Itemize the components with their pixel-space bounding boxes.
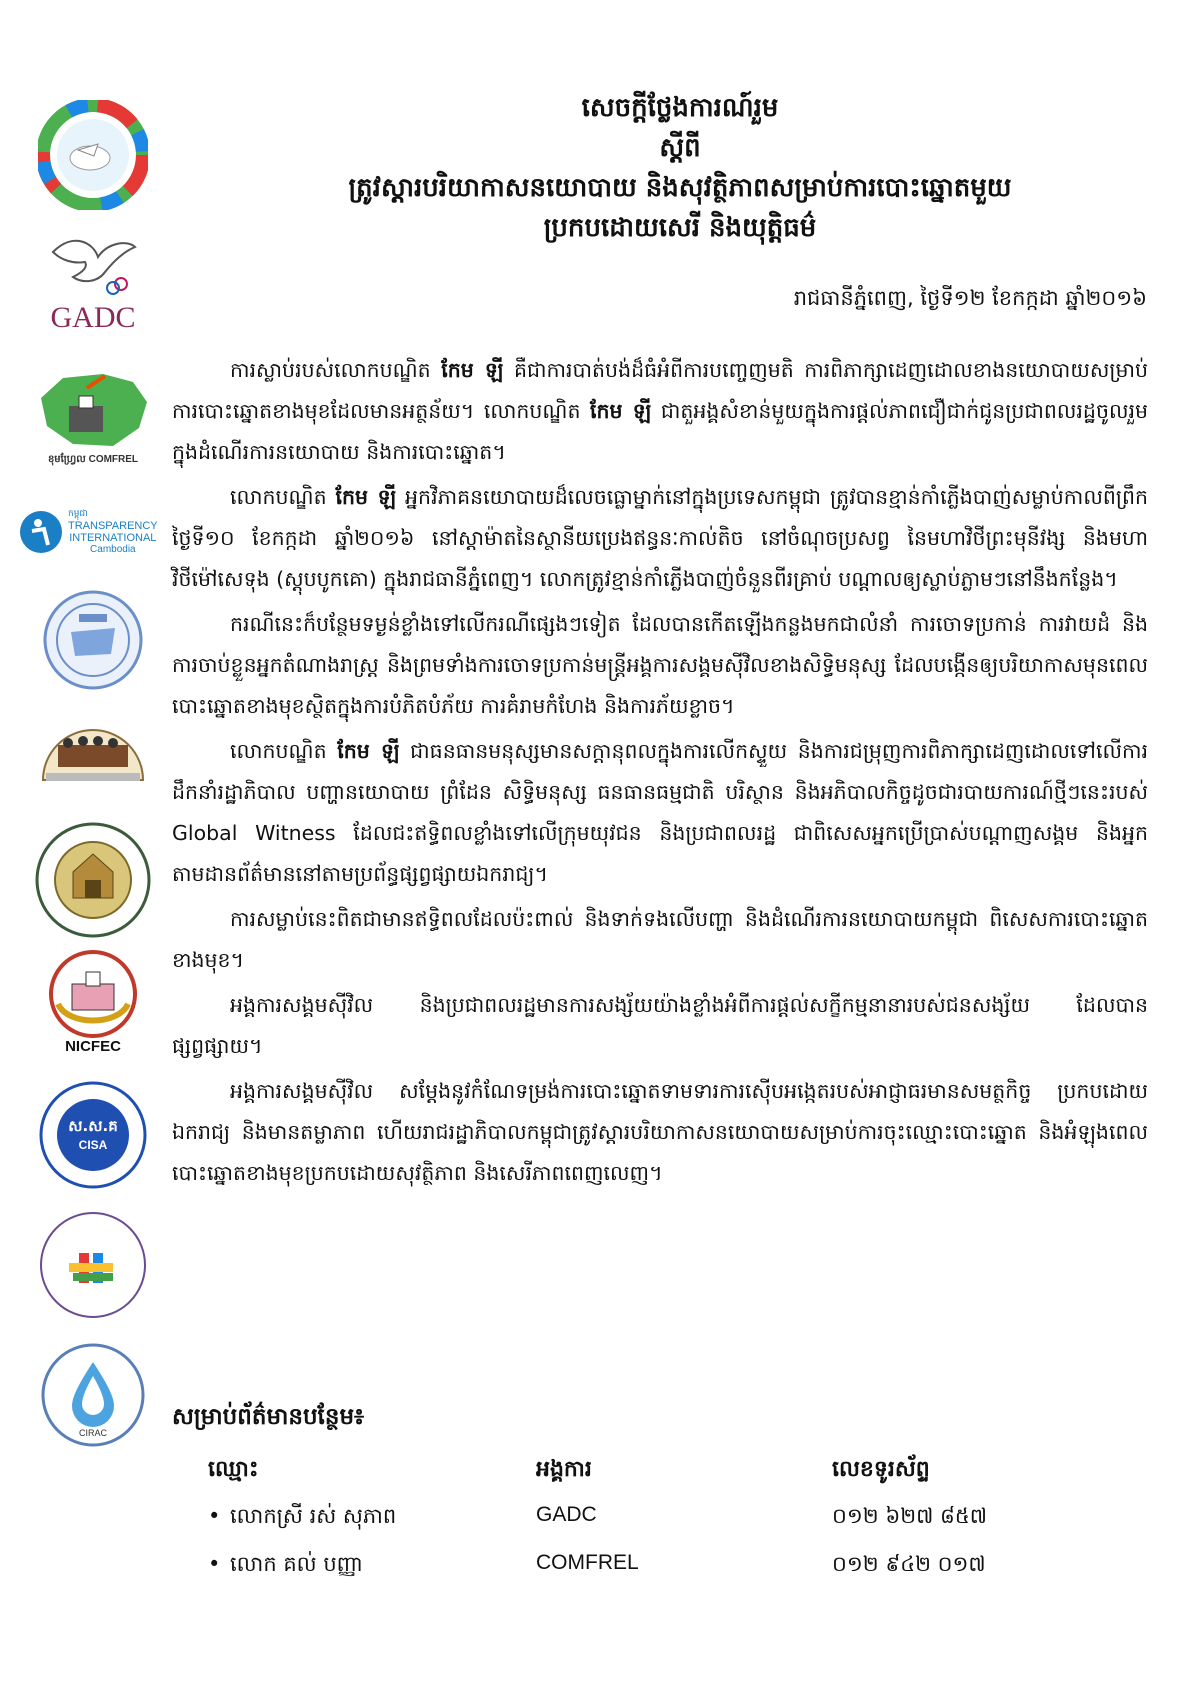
comfrel-label: ខុមហ្វ្រែល COMFREL (47, 453, 139, 465)
p4-text-c: ជាធនធានមនុស្សមានសក្តានុពលក្នុងការលើកស្ទួយ និងការជម្រុញការពិភាក្សាដេញដោលទៅលើការដឹកនាំរដ្ឋាភិបាល បញ្ហានយោបាយ ព្រំដែន សិទ្ធិមនុស្ស ធនធានធម្មជាតិ បរិស្ថាន និងអភិបាលកិច្ចដូចជារបាយការណ៍ថ្មីៗនេះរបស់ Global Witness ដែលជះឥទ្ធិពលខ្លាំងទៅលើក្រុមយុវជន និងប្រជាពលរដ្ឋ ជាពិសេសអ្នកប្រើប្រាស់បណ្តាញសង្គម និងអ្នកតាមដានព័ត៌មាននៅតាមប្រព័ន្ធផ្សព្វផ្សាយឯករាជ្យ។ (172, 739, 1148, 886)
khmer-youth-association-logo (18, 815, 168, 945)
p1-text-c: គឺជាការបាត់បង់ដ៏ធំអំពីការបញ្ចេញមតិ ការពិភាក្សាដេញដោលខាងនយោបាយសម្រាប់ការបោះឆ្នោតខាងមុខដែលមានអត្ថន័យ។ លោកបណ្ឌិត (172, 358, 1149, 423)
nicfec-emblem-icon (38, 946, 148, 1038)
p7-text: អង្គការសង្គមស៊ីវិល សម្តែងនូវកំណែទម្រង់ការបោះឆ្នោតទាមទារការស៊ើបអង្កេតរបស់អាជ្ញាធរមានសមត្ថកិច្ច ប្រកបដោយឯករាជ្យ និងមានតម្លាភាព ហើយរាជរដ្ឋាភិបាលកម្ពុជាត្រូវស្តារបរិយាកាសនយោបាយសម្រាប់ការចុះឈ្មោះបោះឆ្នោត និងអំឡុងពេលបោះឆ្នោតខាងមុខប្រកបដោយសុវត្ថិភាព និងសេរីភាពពេញលេញ។ (172, 1079, 1148, 1185)
ti-label-2: INTERNATIONAL (69, 532, 157, 544)
cisa-seal-icon (37, 1079, 149, 1191)
paragraph-3 (172, 604, 1148, 727)
cisa-logo (18, 1075, 168, 1195)
ansa-logo (18, 1205, 168, 1325)
title-line-1: សេចក្តីថ្លែងការណ៍រួម (581, 93, 779, 123)
yruf-logo (18, 710, 168, 790)
p4-name: កែម ឡី (337, 739, 400, 763)
nicfec-label: NICFEC (65, 1037, 121, 1055)
kya-seal-icon (33, 818, 153, 942)
contact-table (200, 1455, 1100, 1599)
p1-name-1: កែម ឡី (441, 358, 504, 382)
gadc-label: GADC (50, 301, 136, 334)
bullet-icon: • (208, 1504, 221, 1528)
contact-phone: ០១២ ៦២៧ ៨៥៧ (832, 1504, 987, 1528)
seal-icon (41, 588, 145, 692)
statement-body (172, 350, 1148, 1198)
p4-text-a: លោកបណ្ឌិត (230, 739, 338, 763)
cirac-text: CIRAC (78, 1428, 108, 1438)
header-name: ឈ្មោះ (208, 1457, 259, 1482)
gadc-logo (18, 218, 168, 338)
statement-title (200, 88, 1160, 248)
paragraph-6 (172, 985, 1148, 1067)
contact-org: COMFREL (536, 1551, 639, 1574)
p3-text: ករណីនេះក៏បន្ថែមទម្ងន់ខ្លាំងទៅលើករណីផ្សេងៗទៀត ដែលបានកើតឡើងកន្លងមកជាលំនាំ ការចោទប្រកាន់ ការវាយដំ និងការចាប់ខ្លួនអ្នកតំណាងរាស្ត្រ និងព្រមទាំងការចោទប្រកាន់មន្ត្រីអង្គការសង្គមស៊ីវិលខាងសិទ្ធិមនុស្ស ដែលបង្កើនឲ្យបរិយាកាសមុនពេលបោះឆ្នោតខាងមុខស្ថិតក្នុងការបំភិតបំភ័យ ការគំរាមកំហែង និងការភ័យខ្លាច។ (172, 612, 1148, 718)
title-line-4: ប្រកបដោយសេរី និងយុត្តិធម៌ (543, 213, 817, 243)
header-org: អង្គការ (536, 1457, 592, 1482)
p2-text-a: លោកបណ្ឌិត (230, 485, 336, 509)
p1-name-2: កែម ឡី (590, 399, 652, 423)
contact-phone: ០១២ ៩៤២ ០១៧ (832, 1552, 986, 1576)
contact-header-row (200, 1455, 1100, 1503)
nicfec-logo (18, 940, 168, 1060)
ansa-seal-icon (37, 1209, 149, 1321)
p1-text-e: ជាតួអង្គសំខាន់មួយក្នុងការផ្តល់ភាពជឿជាក់ជូនប្រជាពលរដ្ឋចូលរួមក្នុងដំណើរការនយោបាយ និងការបោះឆ្នោត។ (172, 399, 1148, 464)
contact-name: លោក គល់ បញ្ញា (230, 1552, 363, 1576)
coalition-circle-logo (18, 100, 168, 210)
paragraph-7 (172, 1071, 1148, 1194)
p1-text-a: ការស្លាប់របស់លោកបណ្ឌិត (230, 358, 442, 382)
svg-text:CISA: CISA (78, 1138, 108, 1152)
paragraph-4 (172, 731, 1148, 895)
cirac-logo (18, 1340, 168, 1450)
paragraph-2 (172, 477, 1148, 600)
contact-org: GADC (536, 1503, 597, 1526)
ti-label-3: Cambodia (90, 544, 136, 555)
header-phone: លេខទូរស័ព្ទ (832, 1457, 930, 1482)
group-photo-icon (38, 715, 148, 785)
transparency-international-logo: កម្ពុជា TRANSPARENCY INTERNATIONAL Cambodia (18, 500, 168, 564)
dove-icon (43, 222, 143, 302)
ti-label-1: TRANSPARENCY (68, 520, 158, 532)
paragraph-1 (172, 350, 1148, 473)
cirac-drop-icon (38, 1340, 148, 1450)
paragraph-5 (172, 899, 1148, 981)
p2-name: កែម ឡី (335, 485, 397, 509)
pcdp-seal-logo (18, 585, 168, 695)
comfrel-logo (18, 362, 168, 472)
coalition-circle-icon (38, 100, 148, 210)
cambodia-map-ballot-icon (33, 368, 153, 452)
p2-text-c: អ្នកវិភាគនយោបាយដ៏លេចធ្លោម្នាក់នៅក្នុងប្រទេសកម្ពុជា ត្រូវបានខ្មាន់កាំភ្លើងបាញ់សម្លាប់កាលពីព្រឹកថ្ងៃទី១០ ខែកក្កដា ឆ្នាំ២០១៦ នៅស្តាម៉ាតនៃស្ថានីយប្រេងឥន្ធនៈកាល់តិច នៅចំណុចប្រសព្វ នៃមហាវិថីព្រះមុនីវង្ស និងមហាវិថីម៉ៅសេទុង (ស្តុបបូកគោ) ក្នុងរាជធានីភ្នំពេញ។ លោកត្រូវខ្មាន់កាំភ្លើងបាញ់ចំនួនពីរគ្រាប់ បណ្តាលឲ្យស្លាប់ភ្លាមៗនៅនឹងកន្លែង។ (172, 485, 1148, 591)
title-line-2: ស្តីពី (659, 133, 701, 163)
p5-text: ការសម្លាប់នេះពិតជាមានឥទ្ធិពលដែលប៉ះពាល់ និងទាក់ទងលើបញ្ហា និងដំណើរការនយោបាយកម្ពុជា ពិសេសការបោះឆ្នោតខាងមុខ។ (172, 907, 1148, 972)
ti-figure-icon (18, 509, 64, 555)
contact-row (200, 1503, 1100, 1551)
contact-name: លោកស្រី រស់ សុភាព (230, 1504, 397, 1528)
svg-text:ស.ស.គ: ស.ស.គ (68, 1117, 118, 1135)
dateline: រាជធានីភ្នំពេញ, ថ្ងៃទី១២ ខែកក្កដា ឆ្នាំ២០១៦ (793, 286, 1147, 310)
p6-text: អង្គការសង្គមស៊ីវិល និងប្រជាពលរដ្ឋមានការសង្ស័យយ៉ាងខ្លាំងអំពីការផ្តល់សក្ខីកម្មនានារបស់ជនសង្ស័យ ដែលបានផ្សព្វផ្សាយ។ (172, 993, 1148, 1058)
bullet-icon: • (208, 1552, 221, 1576)
more-info-heading: សម្រាប់ព័ត៌មានបន្ថែម៖ (172, 1404, 365, 1430)
contact-row (200, 1551, 1100, 1599)
title-line-3: ត្រូវស្តារបរិយាកាសនយោបាយ និងសុវត្ថិភាពសម្រាប់ការបោះឆ្នោតមួយ (348, 173, 1012, 203)
